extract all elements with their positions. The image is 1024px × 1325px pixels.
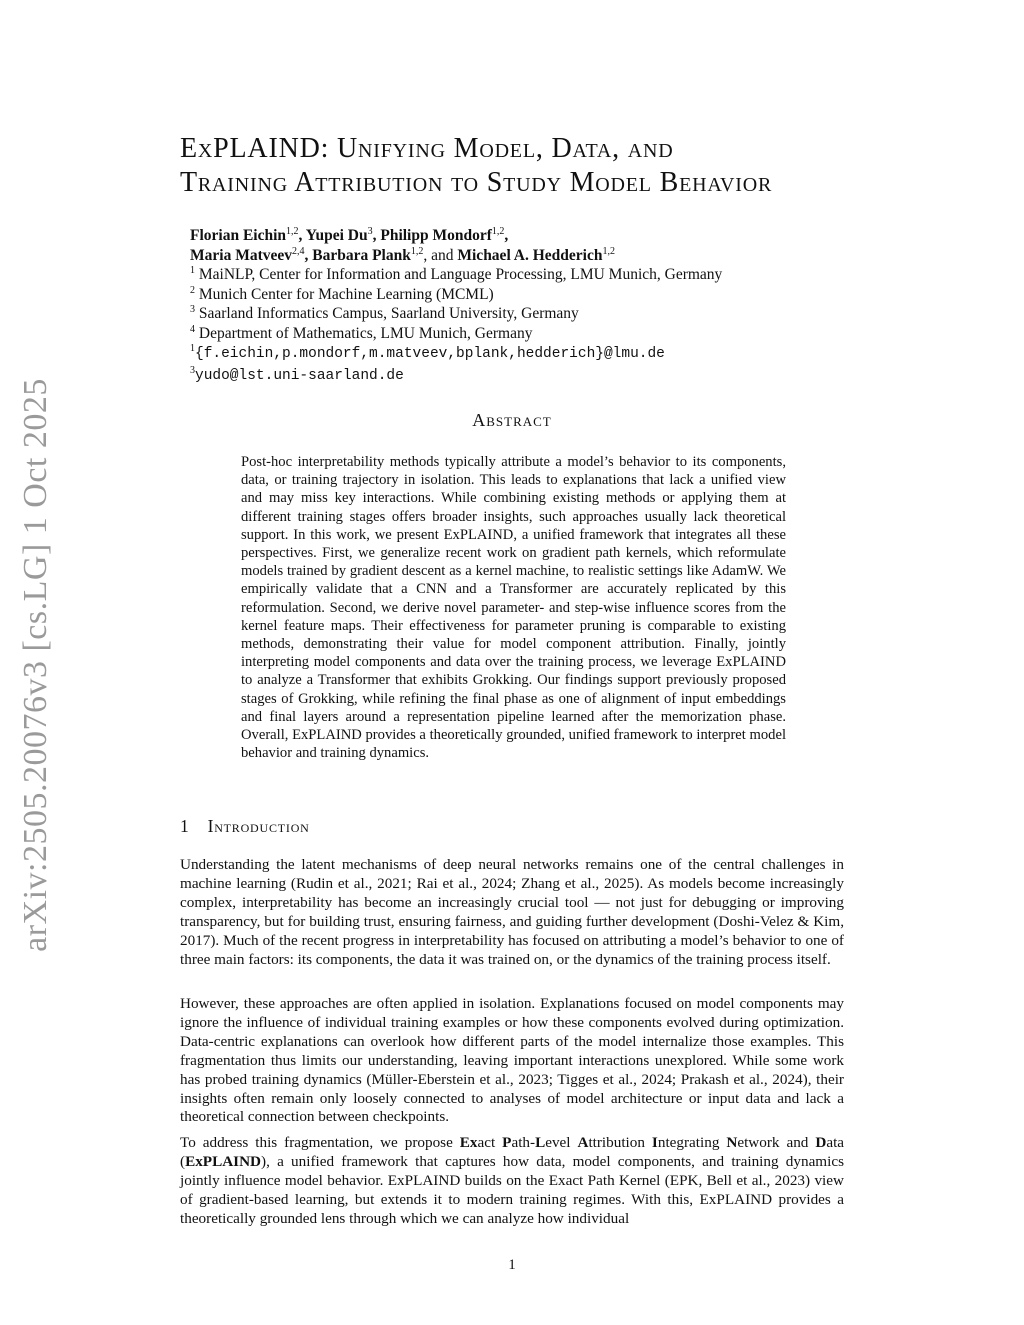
email-sup: 1 <box>190 343 195 354</box>
email-sup: 3 <box>190 364 195 376</box>
acronym-letter: Ex <box>459 1134 478 1151</box>
text-run: evel <box>545 1134 578 1151</box>
affiliation-text: Department of Mathematics, LMU Munich, Germany <box>198 324 533 342</box>
text-run: ata ( <box>180 1134 845 1170</box>
arxiv-identifier: arXiv:2505.20076v3 [cs.LG] 1 Oct 2025 <box>17 378 54 952</box>
text-run: To address this fragmentation, we propose <box>180 1134 460 1151</box>
author-sup: 1,2 <box>602 245 615 257</box>
affiliation-text: MaiNLP, Center for Information and Language Processing, LMU Munich, Germany <box>198 266 723 283</box>
paper-title <box>180 132 880 200</box>
section-title: Introduction <box>207 816 310 836</box>
text-run: ntegrating <box>657 1134 727 1151</box>
intro-paragraph-1: Understanding the latent mechanisms of deep neural networks remains one of the central challenges in machine learning (Rudin et al., 2021; Rai et al., 2024; Zhang et al., 2025). As models become increasingly complex, interpretability has become an increasingly crucial tool — not just for debugging or improving transparency, but for building trust, ensuring fairness, and guiding further development (Doshi-Velez & Kim, 2017). Much of the recent progress in interpretability has focused on attributing a model’s behavior to one of three main factors: its components, the data it was trained on, or the dynamics of the training process itself. <box>180 856 844 968</box>
intro-paragraph-3 <box>180 1134 844 1229</box>
affiliation-sup: 4 <box>190 323 195 335</box>
acronym-letter: A <box>577 1134 589 1151</box>
affiliation <box>190 265 840 285</box>
affiliation-text: Saarland Informatics Campus, Saarland University, Germany <box>198 305 579 322</box>
author-sup: 3 <box>367 226 373 237</box>
text-run: ttribution <box>588 1134 652 1151</box>
author-name: Philipp Mondorf <box>380 227 492 244</box>
affiliation <box>190 324 840 344</box>
author-name: Florian Eichin <box>190 227 287 244</box>
abstract-text: Post-hoc interpretability methods typically attribute a model’s behavior to its components, data, or training trajectory in isolation. This leads to explanations that lack a unified view and may miss key interactions. While combining existing methods or applying them at different training stages offers broader insights, such approaches usually lack theoretical support. In this work, we present ExPLAIND, a unified framework that integrates all these perspectives. First, we generalize recent work on gradient path kernels, which reformulate models trained by gradient descent as a kernel machine, to realistic settings like AdamW. We empirically validate that a CNN and a Transformer are accurately replicated by this reformulation. Second, we derive novel parameter- and step-wise influence scores from the kernel feature maps. Their effectiveness for parameter pruning is comparable to existing methods, demonstrating their value for model component attribution. Finally, jointly interpreting model components and data over the training process, we leverage ExPLAIND to analyze a Transformer that exhibits Grokking. Our findings support previously proposed stages of Grokking, while refining the final phase as one of alignment of input embeddings and final layers around a representation pipeline learned after the memorization phase. Overall, ExPLAIND provides a theoretically grounded, unified framework to interpret model behavior and training dynamics. <box>241 454 786 762</box>
abstract-heading: Abstract <box>472 410 552 430</box>
author-sup: 1,2 <box>491 226 505 237</box>
affiliation-sup: 2 <box>190 284 195 296</box>
author-sup: 1,2 <box>286 226 299 237</box>
affiliation-sup: 1 <box>190 265 195 276</box>
acronym-letter: N <box>726 1134 738 1151</box>
affiliation-sup: 3 <box>190 304 195 315</box>
text-run: act <box>477 1134 503 1151</box>
intro-paragraph-2: However, these approaches are often applied in isolation. Explanations focused on model components may ignore the influence of individual training examples or how these components evolved during optimization. Data-centric explanations can overlook how different parts of the model internalize those examples. This fragmentation thus limits our understanding, leaving important interactions unexplored. While some work has probed training dynamics (Müller-Eberstein et al., 2023; Tigges et al., 2024; Prakash et al., 2024), their insights often remain only loosely connected to analyses of model architecture or input data and lack a theoretical connection between checkpoints. <box>180 995 844 1126</box>
affiliation <box>190 285 840 305</box>
email-line <box>190 343 840 365</box>
title-line-1: ExPLAIND: Unifying Model, Data, and <box>180 133 674 164</box>
acronym-letter: I <box>651 1134 658 1151</box>
section-number: 1 <box>180 816 190 836</box>
affiliation <box>190 304 840 324</box>
text-run: ath- <box>511 1134 536 1151</box>
section-heading-introduction <box>180 816 310 837</box>
author-line-2: Maria Matveev$^{2,4}$, Barbara Plank$^{1,2}$, and Michael A. Hedderich$^{1,2}$ <box>190 245 615 264</box>
author-name: Barbara Plank <box>312 246 411 264</box>
author-conjunction: and <box>431 246 454 264</box>
email-text: {f.eichin,p.mondorf,m.matveev,bplank,hedderich}@lmu.de <box>195 346 665 362</box>
acronym-letter: L <box>535 1134 546 1151</box>
framework-name: ExPLAIND <box>185 1152 262 1170</box>
author-name: Michael A. Hedderich <box>457 246 603 264</box>
page-number: 1 <box>508 1257 516 1273</box>
text-run: etwork and <box>737 1134 816 1151</box>
text-run: ), a unified framework that captures how data, model components, and training dynamics jointly influence model behavior. ExPLAIND builds on the Exact Path Kernel (EPK, Bell et al., 2023) view of gradient-based learning, but extends it to modern training regimes. With this, ExPLAIND provides a theoretically grounded lens through which we can analyze how individual <box>180 1152 844 1227</box>
author-line-1: Florian Eichin$^{1,2}$, Yupei Du$^3$, Philipp Mondorf$^{1,2}$, <box>190 226 509 244</box>
author-name: Maria Matveev <box>190 246 292 264</box>
title-line-2: Training Attribution to Study Model Behavior <box>180 167 773 198</box>
author-block <box>190 226 840 386</box>
email-line <box>190 365 840 387</box>
acronym-letter: D <box>815 1134 827 1151</box>
affiliation-text: Munich Center for Machine Learning (MCML) <box>198 285 494 303</box>
author-name: Yupei Du <box>305 227 368 244</box>
author-sup: 1,2 <box>410 245 424 257</box>
email-text: yudo@lst.uni-saarland.de <box>195 367 404 384</box>
acronym-letter: P <box>502 1134 512 1151</box>
author-sup: 2,4 <box>292 245 305 257</box>
